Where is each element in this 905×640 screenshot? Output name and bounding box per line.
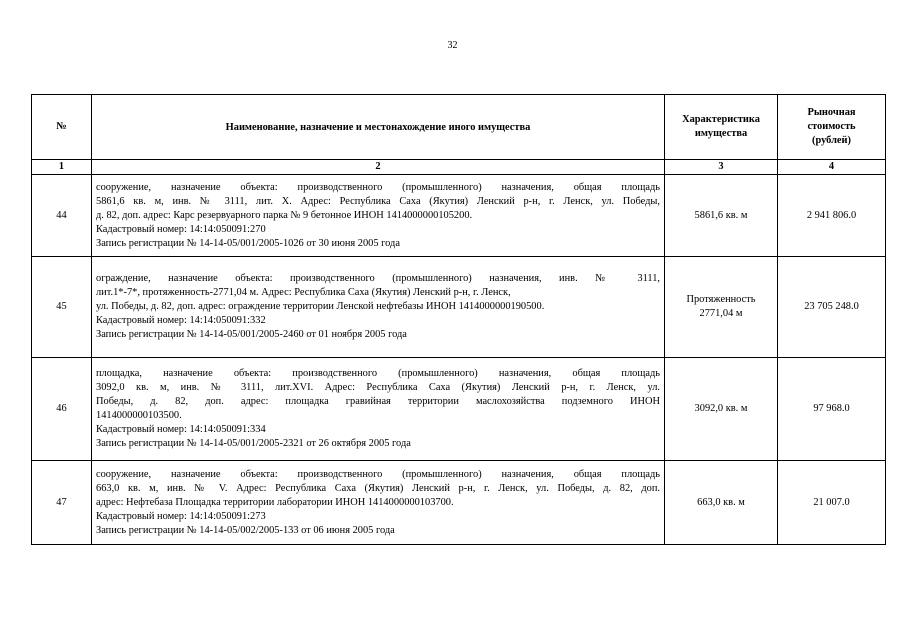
row-price: 23 705 248.0 [778,257,886,358]
header-characteristic-line: Характеристика [682,114,760,125]
cadastral-number: Кадастровый номер: 14:14:050091:270 [96,223,266,235]
table-header-row [32,95,886,160]
column-number: 4 [778,160,886,175]
characteristic-line: 2771,04 м [699,308,743,319]
header-price [778,95,886,160]
description-line: сооружение, назначение объекта: производственного (промышленного) назначения, общая площадь [96,181,660,193]
description-line: сооружение, назначение объекта: производственного (промышленного) назначения, общая площадь [96,468,660,480]
column-number: 1 [32,160,92,175]
characteristic-line: 5861,6 кв. м [694,209,748,221]
description-line: д. 82, доп. адрес: Карс резервуарного парка № 9 бетонное ИНОН 1414000000105200. [96,209,473,221]
page-number: 32 [447,40,458,51]
header-price-line: (рублей) [812,135,851,146]
characteristic-line: Протяженность [686,294,756,305]
row-characteristic [665,257,778,358]
description-line: 3092,0 кв. м, инв. № 3111, лит.XVI. Адрес: Республика Саха (Якутия) Ленский р-н, г. Ленск, ул. [96,382,660,393]
description-line: ул. Победы, д. 82, доп. адрес: ограждение территории Ленской нефтебазы ИНОН 1414000000190500. [96,301,545,312]
row-description [92,461,665,545]
header-characteristic-line: имущества [694,128,748,139]
header-price-line: стоимость [807,121,856,132]
row-price: 21 007.0 [778,461,886,545]
cadastral-number: Кадастровый номер: 14:14:050091:332 [96,315,266,326]
header-price-line: Рыночная [807,107,856,118]
header-number: № [32,95,92,160]
property-table [31,94,886,545]
header-characteristic [665,95,778,160]
row-number: 46 [32,358,92,461]
row-price: 2 941 806.0 [778,175,886,257]
row-description [92,257,665,358]
description-line: 1414000000103500. [96,410,182,421]
description-line: Победы, д. 82, доп. адрес: площадка гравийная территории маслохозяйства подземного ИНОН [96,396,660,407]
description-line: 663,0 кв. м, инв. № V. Адрес: Республика Саха (Якутия) Ленский р-н, г. Ленск, ул. Победы, д. 82, доп. [96,482,660,494]
row-description [92,175,665,257]
description-line: ограждение, назначение объекта: производственного (промышленного) назначения, инв. № 3111, [96,273,660,284]
registration-record: Запись регистрации № 14-14-05/001/2005-2460 от 01 ноября 2005 года [96,329,407,340]
description-line: площадка, назначение объекта: производственного (промышленного) назначения, общая площадь [96,368,660,379]
row-description [92,358,665,461]
row-number: 47 [32,461,92,545]
row-characteristic [665,175,778,257]
description-line: 5861,6 кв. м, инв. № 3111, лит. X. Адрес: Республика Саха (Якутия) Ленский р-н, г. Ленск, ул. Победы, [96,195,660,207]
column-number-row [32,160,886,175]
row-price: 97 968.0 [778,358,886,461]
table-row [32,358,886,461]
registration-record: Запись регистрации № 14-14-05/001/2005-2321 от 26 октября 2005 года [96,438,411,449]
row-number: 45 [32,257,92,358]
characteristic-line: 663,0 кв. м [697,496,745,508]
column-number: 2 [92,160,665,175]
column-number: 3 [665,160,778,175]
row-number: 44 [32,175,92,257]
cadastral-number: Кадастровый номер: 14:14:050091:334 [96,424,266,435]
description-line: адрес: Нефтебаза Площадка территории лаборатории ИНОН 1414000000103700. [96,496,454,508]
table-row [32,257,886,358]
table-row [32,175,886,257]
cadastral-number: Кадастровый номер: 14:14:050091:273 [96,510,266,522]
row-characteristic [665,461,778,545]
registration-record: Запись регистрации № 14-14-05/002/2005-133 от 06 июня 2005 года [96,524,395,536]
characteristic-line: 3092,0 кв. м [694,403,748,414]
description-line: лит.1*-7*, протяженность-2771,04 м. Адрес: Республика Саха (Якутия) Ленский р-н, г. Ленск, [96,287,511,298]
table-row [32,461,886,545]
header-name: Наименование, назначение и местонахождение иного имущества [92,95,665,160]
row-characteristic [665,358,778,461]
registration-record: Запись регистрации № 14-14-05/001/2005-1026 от 30 июня 2005 года [96,237,400,249]
